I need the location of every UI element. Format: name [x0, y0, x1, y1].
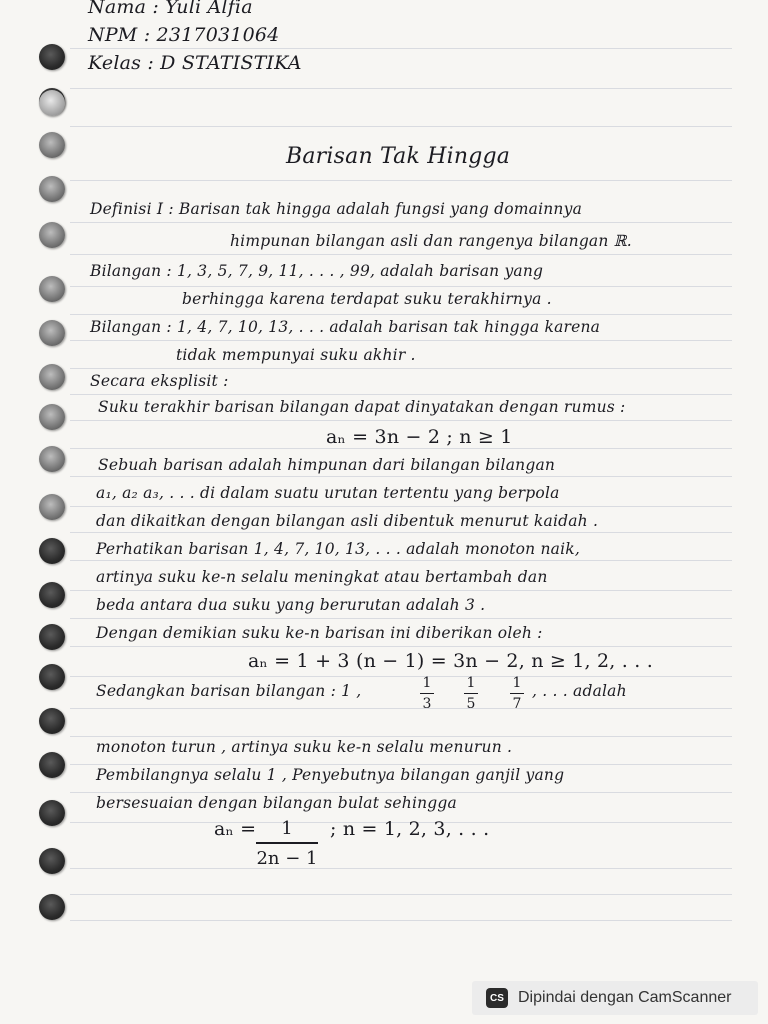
example2-line-2: tidak mempunyai suku akhir .	[176, 346, 416, 364]
spiral-hole-icon	[39, 664, 65, 690]
spiral-hole-icon	[39, 90, 65, 116]
formula-2: aₙ = 1 + 3 (n − 1) = 3n − 2, n ≥ 1, 2, . . .	[248, 650, 653, 672]
page-title: Barisan Tak Hingga	[286, 144, 511, 169]
spiral-hole-icon	[39, 708, 65, 734]
paragraph-line-2: a₁, a₂ a₃, . . . di dalam suatu urutan tertentu yang berpola	[96, 484, 560, 502]
formula-3-fraction: 1 2n − 1	[256, 818, 318, 869]
paragraph-line-6: beda antara dua suku yang berurutan adalah 3 .	[96, 596, 486, 614]
spiral-hole-icon	[39, 538, 65, 564]
name-line: Nama : Yuli Alfia	[88, 0, 253, 18]
definition-line-2: himpunan bilangan asli dan rangenya bilangan ℝ.	[230, 232, 632, 250]
class-line: Kelas : D STATISTIKA	[88, 52, 302, 74]
paragraph-line-7: Dengan demikian suku ke-n barisan ini diberikan oleh :	[96, 624, 543, 642]
spiral-hole-icon	[39, 364, 65, 390]
spiral-hole-icon	[39, 132, 65, 158]
spiral-hole-icon	[39, 320, 65, 346]
camscanner-logo-icon: CS	[486, 988, 508, 1008]
spiral-hole-icon	[39, 894, 65, 920]
formula-3-lhs: aₙ =	[214, 818, 257, 840]
spiral-hole-icon	[39, 848, 65, 874]
paragraph-line-5: artinya suku ke-n selalu meningkat atau bertambah dan	[96, 568, 548, 586]
spiral-hole-icon	[39, 222, 65, 248]
spiral-hole-icon	[39, 752, 65, 778]
example1-line-1: Bilangan : 1, 3, 5, 7, 9, 11, . . . , 99, adalah barisan yang	[90, 262, 544, 280]
paragraph-line-9: monoton turun , artinya suku ke-n selalu menurun .	[96, 738, 513, 756]
paragraph-line-8-end: , . . . adalah	[532, 682, 627, 700]
paragraph-line-8-start: Sedangkan barisan bilangan : 1 ,	[96, 682, 362, 700]
fraction-one-fifth: 1 5	[464, 676, 478, 711]
paragraph-line-3: dan dikaitkan dengan bilangan asli dibentuk menurut kaidah .	[96, 512, 599, 530]
formula-1: aₙ = 3n − 2 ; n ≥ 1	[326, 426, 513, 448]
scanner-watermark	[472, 981, 758, 1015]
paragraph-line-1: Sebuah barisan adalah himpunan dari bilangan bilangan	[98, 456, 556, 474]
spiral-hole-icon	[39, 276, 65, 302]
example2-line-1: Bilangan : 1, 4, 7, 10, 13, . . . adalah barisan tak hingga karena	[90, 318, 601, 336]
spiral-hole-icon	[39, 800, 65, 826]
formula-3-rhs: ; n = 1, 2, 3, . . .	[330, 818, 490, 840]
spiral-hole-icon	[39, 446, 65, 472]
paragraph-line-10: Pembilangnya selalu 1 , Penyebutnya bilangan ganjil yang	[96, 766, 565, 784]
spiral-hole-icon	[39, 176, 65, 202]
paragraph-line-11: bersesuaian dengan bilangan bulat sehingga	[96, 794, 457, 812]
example1-line-2: berhingga karena terdapat suku terakhirnya .	[182, 290, 552, 308]
paragraph-line-4: Perhatikan barisan 1, 4, 7, 10, 13, . . . adalah monoton naik,	[96, 540, 580, 558]
fraction-one-seventh: 1 7	[510, 676, 524, 711]
rumus-intro: Suku terakhir barisan bilangan dapat dinyatakan dengan rumus :	[98, 398, 626, 416]
spiral-hole-icon	[39, 582, 65, 608]
spiral-hole-icon	[39, 494, 65, 520]
fraction-one-third: 1 3	[420, 676, 434, 711]
scanner-text: Dipindai dengan CamScanner	[518, 989, 732, 1006]
spiral-hole-icon	[39, 44, 65, 70]
spiral-hole-icon	[39, 624, 65, 650]
npm-line: NPM : 2317031064	[88, 24, 280, 46]
eksplisit-heading: Secara eksplisit :	[90, 372, 229, 390]
spiral-hole-icon	[39, 404, 65, 430]
definition-line-1: Definisi I : Barisan tak hingga adalah fungsi yang domainnya	[90, 200, 583, 218]
